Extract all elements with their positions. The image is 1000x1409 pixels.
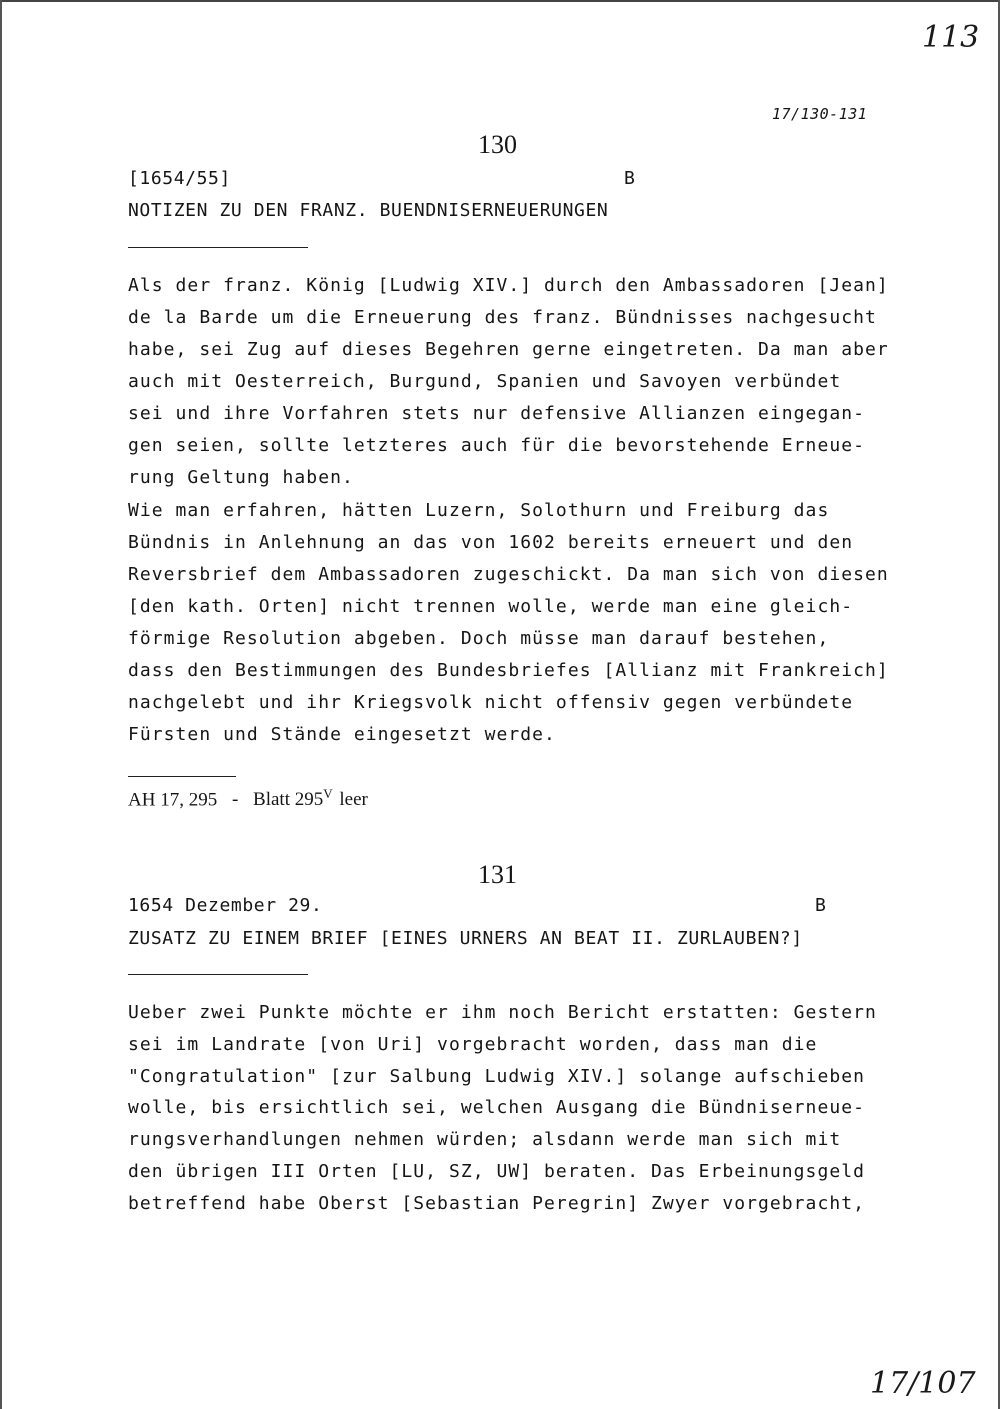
folio-number-bottom: 17/107 — [870, 1366, 976, 1401]
body-line: Fürsten und Stände eingesetzt werde. — [128, 724, 556, 745]
document-date: 1654 Dezember 29. — [128, 895, 323, 916]
source-rule — [128, 776, 236, 777]
source-blatt-sup: V — [323, 786, 333, 801]
body-line: gen seien, sollte letzteres auch für die bevorstehende Erneue- — [128, 435, 865, 456]
reference-number: 17/130-131 — [772, 105, 868, 123]
body-line: dass den Bestimmungen des Bundesbriefes [Allianz mit Frankreich] — [128, 660, 889, 681]
folio-number-top: 113 — [922, 20, 980, 55]
body-line: förmige Resolution abgeben. Doch müsse man darauf bestehen, — [128, 628, 830, 649]
body-line: de la Barde um die Erneuerung des franz. Bündnisses nachgesucht — [128, 307, 877, 328]
source-leer: leer — [339, 789, 368, 811]
body-line: auch mit Oesterreich, Burgund, Spanien und Savoyen verbündet — [128, 371, 842, 392]
body-line: betreffend habe Oberst [Sebastian Peregrin] Zwyer vorgebracht, — [128, 1193, 865, 1214]
document-type: B — [815, 895, 827, 916]
document-type: B — [624, 168, 636, 189]
page-edge-top — [0, 0, 1000, 2]
title-rule — [128, 974, 308, 975]
body-line: Als der franz. König [Ludwig XIV.] durch den Ambassadoren [Jean] — [128, 275, 889, 296]
body-line: rung Geltung haben. — [128, 467, 354, 488]
page-edge-left — [0, 0, 2, 1409]
source-blatt: Blatt 295 — [253, 789, 324, 811]
body-line: habe, sei Zug auf dieses Begehren gerne eingetreten. Da man aber — [128, 339, 889, 360]
source-note — [128, 786, 368, 811]
body-line: rungsverhandlungen nehmen würden; alsdann werde man sich mit — [128, 1129, 842, 1150]
document-date: [1654/55] — [128, 168, 231, 189]
body-line: sei und ihre Vorfahren stets nur defensive Allianzen eingegan- — [128, 403, 865, 424]
body-line: Wie man erfahren, hätten Luzern, Solothurn und Freiburg das — [128, 500, 830, 521]
body-line: "Congratulation" [zur Salbung Ludwig XIV.] solange aufschieben — [128, 1066, 865, 1087]
document-number-131: 131 — [478, 860, 517, 889]
body-line: Ueber zwei Punkte möchte er ihm noch Bericht erstatten: Gestern — [128, 1002, 877, 1023]
body-line: Bündnis in Anlehnung an das von 1602 bereits erneuert und den — [128, 532, 854, 553]
body-line: nachgelebt und ihr Kriegsvolk nicht offensiv gegen verbündete — [128, 692, 854, 713]
title-rule — [128, 247, 308, 248]
source-ref: AH 17, 295 — [128, 789, 218, 811]
body-line: Reversbrief dem Ambassadoren zugeschickt. Da man sich von diesen — [128, 564, 889, 585]
body-line: wolle, bis ersichtlich sei, welchen Ausgang die Bündniserneue- — [128, 1097, 865, 1118]
document-title: NOTIZEN ZU DEN FRANZ. BUENDNISERNEUERUNGEN — [128, 200, 609, 221]
source-dash: - — [231, 789, 239, 811]
body-line: sei im Landrate [von Uri] vorgebracht worden, dass man die — [128, 1034, 818, 1055]
document-number-130: 130 — [478, 130, 517, 159]
body-line: [den kath. Orten] nicht trennen wolle, werde man eine gleich- — [128, 596, 854, 617]
body-line: den übrigen III Orten [LU, SZ, UW] beraten. Das Erbeinungsgeld — [128, 1161, 865, 1182]
document-title: ZUSATZ ZU EINEM BRIEF [EINES URNERS AN BEAT II. ZURLAUBEN?] — [128, 928, 803, 949]
